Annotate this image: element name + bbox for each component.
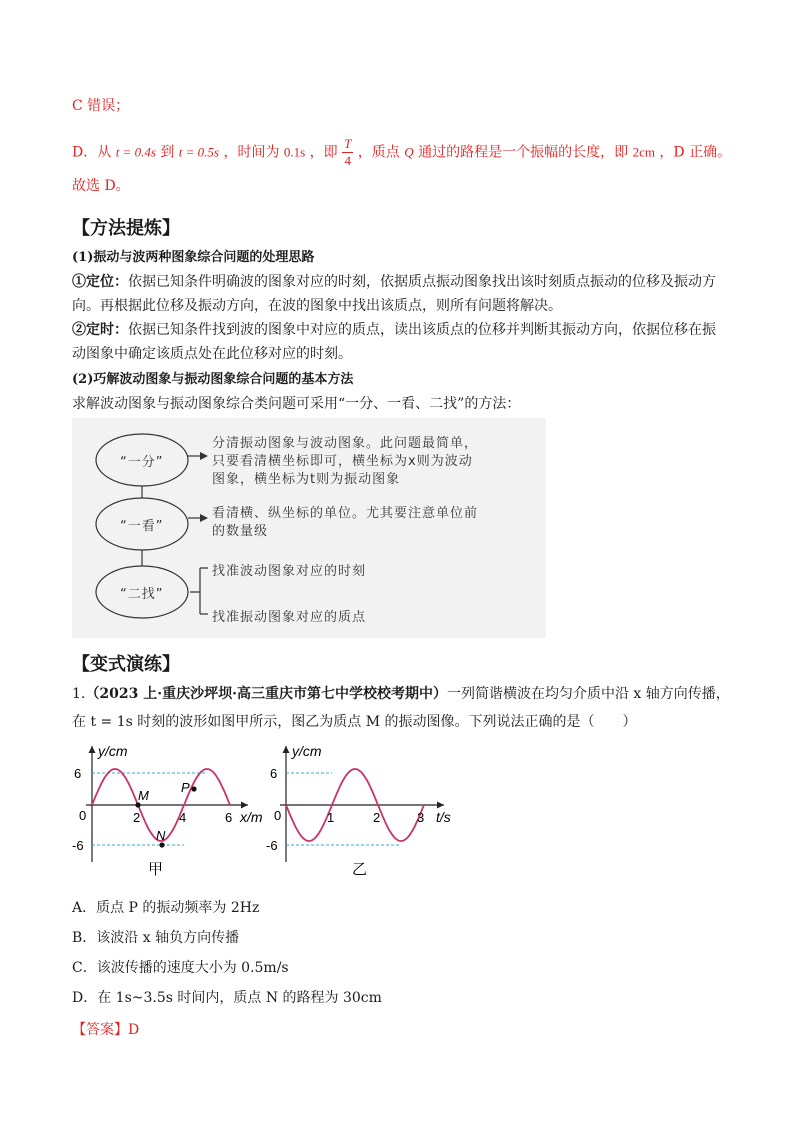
wave-ytick-neg6: -6: [72, 838, 84, 853]
p1-text1: 依据已知条件明确波的图象对应的时刻，依据质点振动图象找出该时刻质点振动的位移及振动方: [128, 274, 716, 290]
d-prefix: D．从: [72, 144, 112, 161]
wave-graph: [72, 742, 272, 882]
vib-ytick-6: 6: [270, 766, 278, 781]
diagram-text-2b: 的数量级: [212, 524, 269, 539]
variant-title: 【变式演练】: [72, 654, 180, 675]
vib-ytick-neg6: -6: [266, 838, 278, 853]
option-c: C．该波传播的速度大小为 0.5m/s: [72, 960, 289, 976]
d-t2: t = 0.5s: [178, 144, 219, 160]
d-ji: ，即: [309, 144, 338, 161]
oval-label-3: “二找”: [120, 587, 164, 602]
d-t1: t = 0.4s: [115, 144, 156, 160]
d-point: Q: [404, 144, 414, 160]
diagram-text-3a: 找准波动图象对应的时刻: [212, 564, 367, 579]
vibration-graph: [266, 742, 472, 882]
wave-caption: 甲: [148, 861, 164, 878]
point-p-label: P: [181, 780, 190, 795]
wave-xtick-2: 2: [133, 810, 141, 825]
vib-caption: 乙: [352, 861, 368, 878]
d-rest: 通过的路程是一个振幅的长度，即: [418, 144, 629, 161]
diagram-text-1c: 图象，横坐标为t则为振动图象: [212, 472, 401, 487]
point-m-label: M: [138, 788, 149, 803]
method-intro: 求解波动图象与振动图象综合类问题可采用“一分、一看、二找”的方法：: [72, 396, 521, 412]
diagram-text-1b: 只要看清横坐标即可，横坐标为x则为波动: [212, 454, 473, 469]
question-source: （2023 上·重庆沙坪坝·高三重庆市第七中学校校考期中）: [85, 686, 447, 702]
point-p-dot: [191, 786, 196, 791]
p2-text1: 依据已知条件找到波的图象中对应的质点，读出该质点的位移并判断其振动方向，依据位移在振: [128, 322, 716, 338]
d-to: 到: [160, 144, 175, 161]
vib-ytick-0: 0: [274, 808, 282, 823]
question-line1: [72, 684, 730, 704]
diagram-text-2a: 看清横、纵坐标的单位。尤其要注意单位前: [212, 506, 479, 521]
option-d: D．在 1s~3.5s 时间内，质点 N 的路程为 30cm: [72, 990, 382, 1006]
wave-x-label: x/m: [240, 809, 263, 825]
diagram-text-1a: 分清振动图象与波动图象。此问题最简单，: [212, 436, 479, 451]
answer-line: [72, 1020, 139, 1040]
d-time-label: ，时间为: [223, 144, 280, 161]
method-p2-line2: 动图象中确定该质点处在此位移对应的时刻。: [72, 346, 352, 362]
method-title: 【方法提炼】: [72, 218, 180, 239]
question-text1: 一列简谐横波在均匀介质中沿 x 轴方向传播，: [446, 686, 730, 702]
d-frac-den: 4: [344, 153, 351, 168]
d-frac-num: T: [344, 136, 352, 151]
option-b: B．该波沿 x 轴负方向传播: [72, 930, 240, 946]
answer-value: D: [128, 1022, 140, 1038]
method-p2-line1: [72, 320, 716, 340]
method-sub2: (2)巧解波动图象与振动图象综合问题的基本方法: [72, 372, 354, 387]
wave-ytick-6: 6: [74, 766, 82, 781]
p2-label: ②定时：: [72, 322, 128, 338]
question-number: 1.: [72, 686, 86, 702]
oval-label-1: “一分”: [120, 455, 164, 470]
d-dt: 0.1s: [283, 144, 306, 160]
d-end: ，D 正确。: [659, 144, 732, 161]
oval-label-2: “一看”: [120, 519, 164, 534]
p1-label: ①定位：: [72, 274, 128, 290]
method-diagram: [72, 418, 546, 638]
point-n-label: N: [156, 828, 166, 843]
vib-y-label: y/cm: [292, 743, 322, 759]
vib-x-label: t/s: [436, 809, 451, 825]
vib-xtick-3: 3: [417, 810, 425, 825]
point-n-dot: [159, 842, 164, 847]
solution-d-line: [72, 136, 731, 169]
d-path-text: ，质点: [357, 144, 400, 161]
wave-xtick-6: 6: [225, 810, 233, 825]
d-amp: 2cm: [632, 144, 655, 160]
vib-xtick-2: 2: [373, 810, 381, 825]
d-fraction: [342, 136, 353, 169]
vib-xtick-1: 1: [327, 810, 335, 825]
diagram-text-3b: 找准振动图象对应的质点: [212, 610, 367, 625]
point-m-dot: [135, 802, 140, 807]
method-sub1: (1)振动与波两种图象综合问题的处理思路: [72, 250, 315, 265]
wave-y-label: y/cm: [98, 743, 128, 759]
answer-label: 【答案】: [72, 1022, 128, 1038]
method-p1-line2: 向。再根据此位移及振动方向，在波的图象中找出该质点，则所有问题将解决。: [72, 298, 562, 314]
option-a: A．质点 P 的振动频率为 2Hz: [72, 900, 260, 916]
question-line2: 在 t = 1s 时刻的波形如图甲所示，图乙为质点 M 的振动图像。下列说法正确的是（ ）: [72, 714, 637, 730]
wave-ytick-0: 0: [79, 808, 87, 823]
solution-choose: 故选 D。: [72, 178, 130, 194]
solution-c-wrong: C 错误；: [72, 98, 130, 114]
method-p1-line1: [72, 272, 716, 292]
wave-xtick-4: 4: [179, 810, 187, 825]
